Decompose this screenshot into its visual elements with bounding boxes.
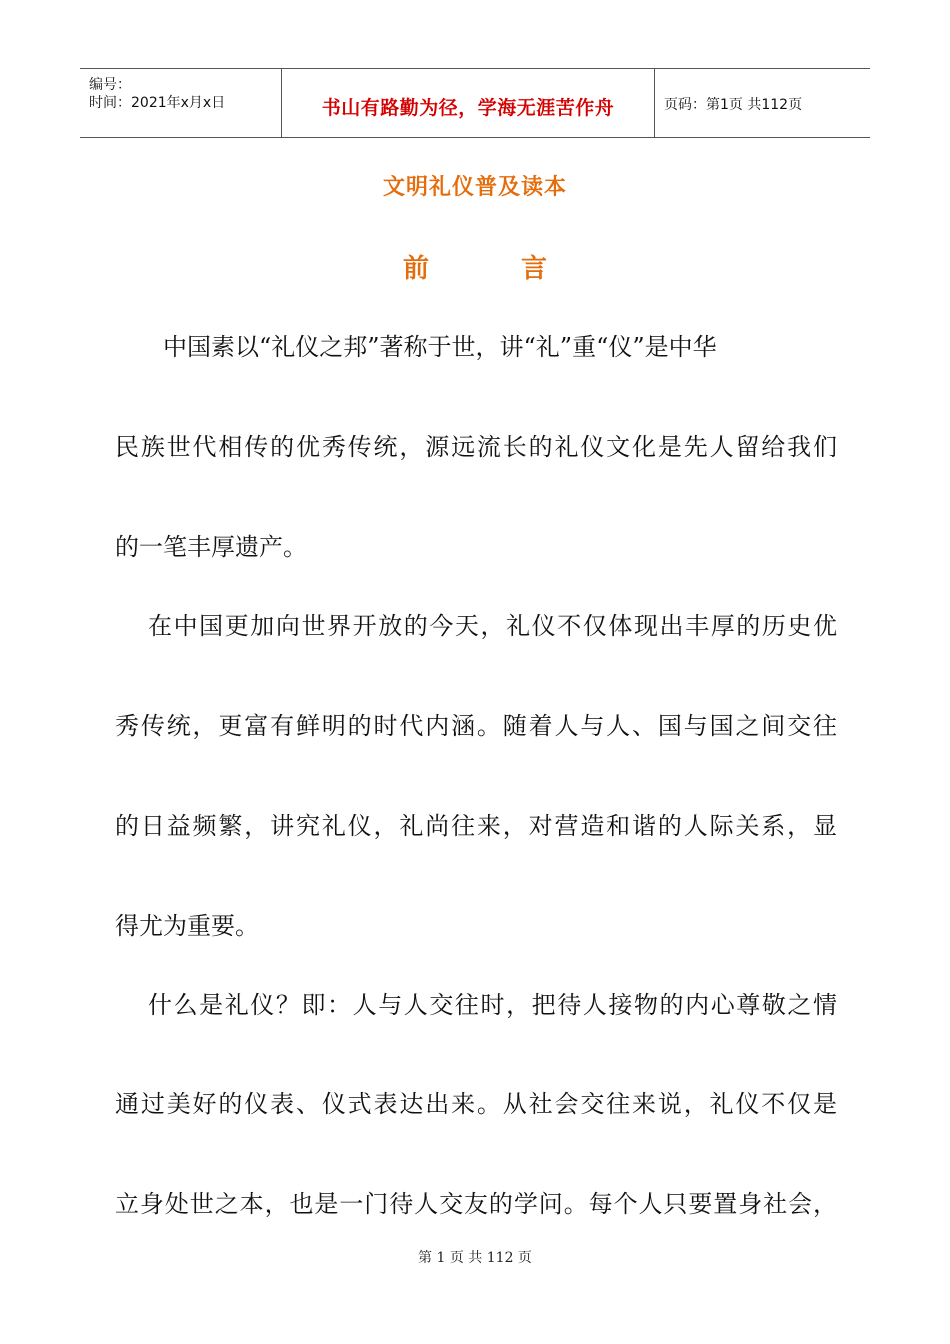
- body-line: 得尤为重要。: [115, 912, 259, 940]
- header-motto-cell: [282, 69, 655, 137]
- body-line: 中国素以“礼仪之邦”著称于世，讲“礼”重“仪”是中华: [163, 333, 717, 361]
- body-line: 的一笔丰厚遗产。: [115, 533, 307, 561]
- header-meta-cell: [80, 69, 282, 137]
- body-line: 民族世代相传的优秀传统，源远流长的礼仪文化是先人留给我们: [115, 433, 839, 461]
- header-table: [80, 68, 870, 138]
- header-page-cell: [655, 69, 870, 137]
- time-label: 时间：2021年x月x日: [89, 95, 226, 111]
- section-title-part2: 言: [521, 254, 548, 284]
- body-line: 立身处世之本，也是一门待人交友的学问。每个人只要置身社会，: [115, 1190, 838, 1218]
- number-label: 编号：: [89, 77, 131, 93]
- section-title-part1: 前: [402, 254, 429, 284]
- document-title: 文明礼仪普及读本: [382, 175, 567, 200]
- body-line: 在中国更加向世界开放的今天，礼仪不仅体现出丰厚的历史优: [148, 612, 839, 640]
- header-motto: 书山有路勤为径，学海无涯苦作舟: [321, 97, 615, 119]
- body-line: 通过美好的仪表、仪式表达出来。从社会交往来说，礼仪不仅是: [115, 1090, 839, 1118]
- header-page-info: 页码：第1页 共112页: [664, 97, 803, 113]
- body-line: 的日益频繁，讲究礼仪，礼尚往来，对营造和谐的人际关系，显: [115, 812, 839, 840]
- body-line: 秀传统，更富有鲜明的时代内涵。随着人与人、国与国之间交往: [115, 712, 839, 740]
- body-line: 什么是礼仪？即：人与人交往时，把待人接物的内心尊敬之情: [148, 991, 839, 1019]
- section-title: [0, 248, 950, 285]
- page-footer: 第 1 页 共 112 页: [418, 1250, 532, 1266]
